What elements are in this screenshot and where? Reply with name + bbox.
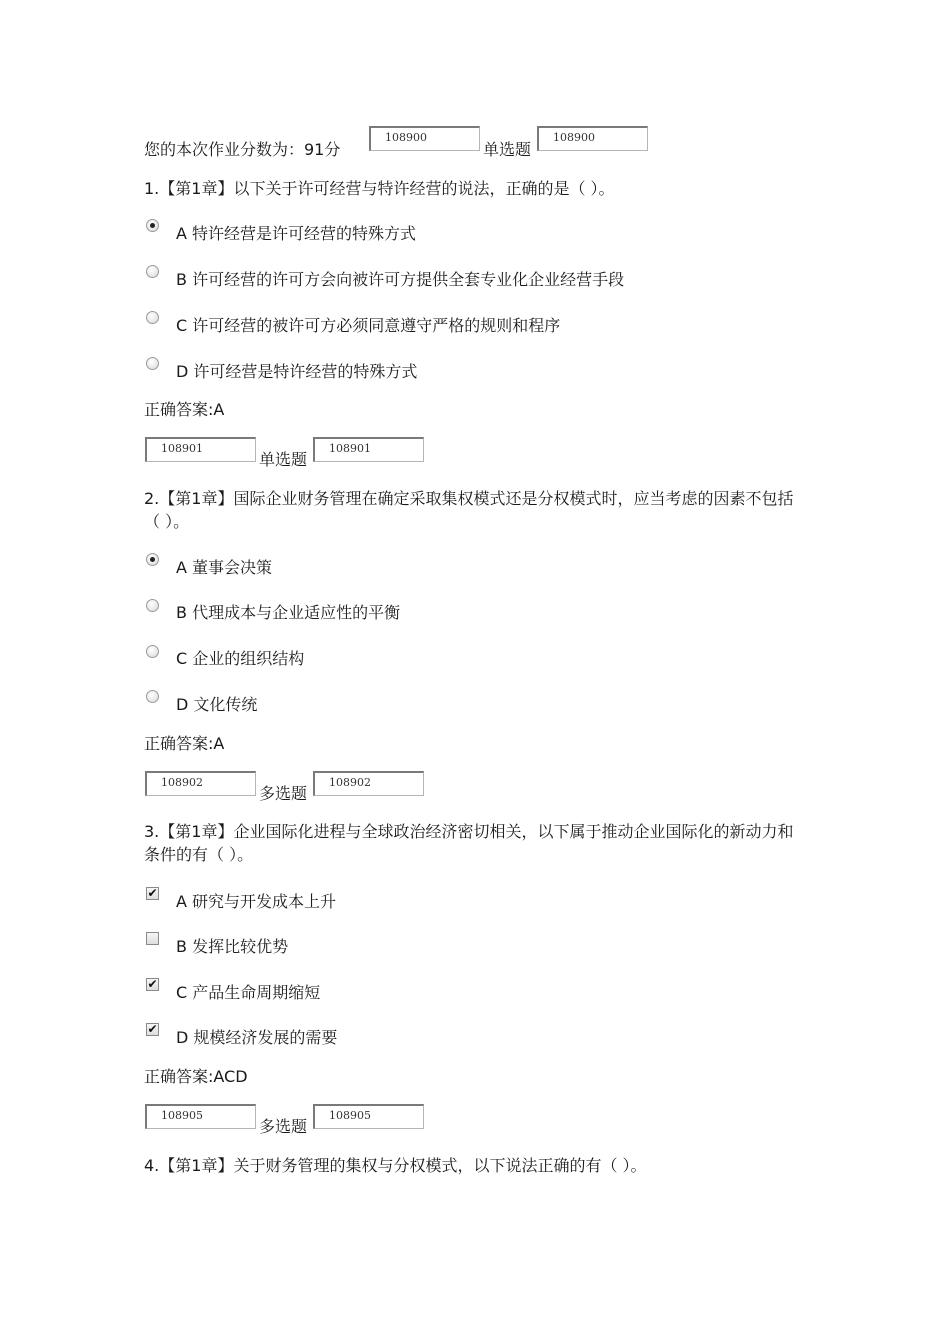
option-radio[interactable] <box>146 645 159 658</box>
question-title: 2.【第1章】国际企业财务管理在确定采取集权模式还是分权模式时，应当考虑的因素不包括（ ）。 <box>144 489 794 531</box>
option-radio[interactable] <box>146 599 159 612</box>
id-field[interactable]: 108902 <box>145 771 256 796</box>
option-label: B 发挥比较优势 <box>176 937 289 956</box>
option-label: A 研究与开发成本上升 <box>176 892 337 911</box>
option-checkbox[interactable] <box>146 1023 159 1036</box>
option-checkbox[interactable] <box>146 978 159 991</box>
score-text: 您的本次作业分数为：91分 <box>144 140 341 159</box>
id-field[interactable]: 108900 <box>369 126 480 151</box>
id-field[interactable]: 108900 <box>537 126 648 151</box>
option-checkbox[interactable] <box>146 932 159 945</box>
correct-answer: 正确答案:A <box>144 400 225 419</box>
question-type-label: 单选题 <box>259 450 308 469</box>
question-title: 1.【第1章】以下关于许可经营与特许经营的说法，正确的是（ ）。 <box>144 179 615 198</box>
option-radio[interactable] <box>146 357 159 370</box>
checkmark-icon: ✔ <box>147 977 158 991</box>
option-label: A 特许经营是许可经营的特殊方式 <box>176 224 417 243</box>
option-label: C 许可经营的被许可方必须同意遵守严格的规则和程序 <box>176 316 561 335</box>
option-label: A 董事会决策 <box>176 558 273 577</box>
question-title: 3.【第1章】企业国际化进程与全球政治经济密切相关，以下属于推动企业国际化的新动力和条件的有（ ）。 <box>144 822 794 864</box>
option-label: C 产品生命周期缩短 <box>176 983 321 1002</box>
option-radio[interactable] <box>146 311 159 324</box>
option-radio[interactable] <box>146 265 159 278</box>
option-radio[interactable] <box>146 553 159 566</box>
correct-answer: 正确答案:ACD <box>144 1067 248 1086</box>
option-label: D 规模经济发展的需要 <box>176 1028 338 1047</box>
question-title: 4.【第1章】关于财务管理的集权与分权模式，以下说法正确的有（ ）。 <box>144 1156 647 1175</box>
id-field[interactable]: 108901 <box>313 437 424 462</box>
checkmark-icon: ✔ <box>147 886 158 900</box>
option-radio[interactable] <box>146 690 159 703</box>
option-radio[interactable] <box>146 219 159 232</box>
id-field[interactable]: 108901 <box>145 437 256 462</box>
checkmark-icon: ✔ <box>147 1022 158 1036</box>
question-type-label: 多选题 <box>259 784 308 803</box>
option-label: C 企业的组织结构 <box>176 649 305 668</box>
option-checkbox[interactable] <box>146 887 159 900</box>
option-label: B 代理成本与企业适应性的平衡 <box>176 603 401 622</box>
option-label: B 许可经营的许可方会向被许可方提供全套专业化企业经营手段 <box>176 270 625 289</box>
option-label: D 文化传统 <box>176 695 258 714</box>
id-field[interactable]: 108902 <box>313 771 424 796</box>
id-field[interactable]: 108905 <box>313 1104 424 1129</box>
correct-answer: 正确答案:A <box>144 734 225 753</box>
id-field[interactable]: 108905 <box>145 1104 256 1129</box>
question-type-label: 多选题 <box>259 1117 308 1136</box>
option-label: D 许可经营是特许经营的特殊方式 <box>176 362 418 381</box>
question-type-label: 单选题 <box>483 140 532 159</box>
